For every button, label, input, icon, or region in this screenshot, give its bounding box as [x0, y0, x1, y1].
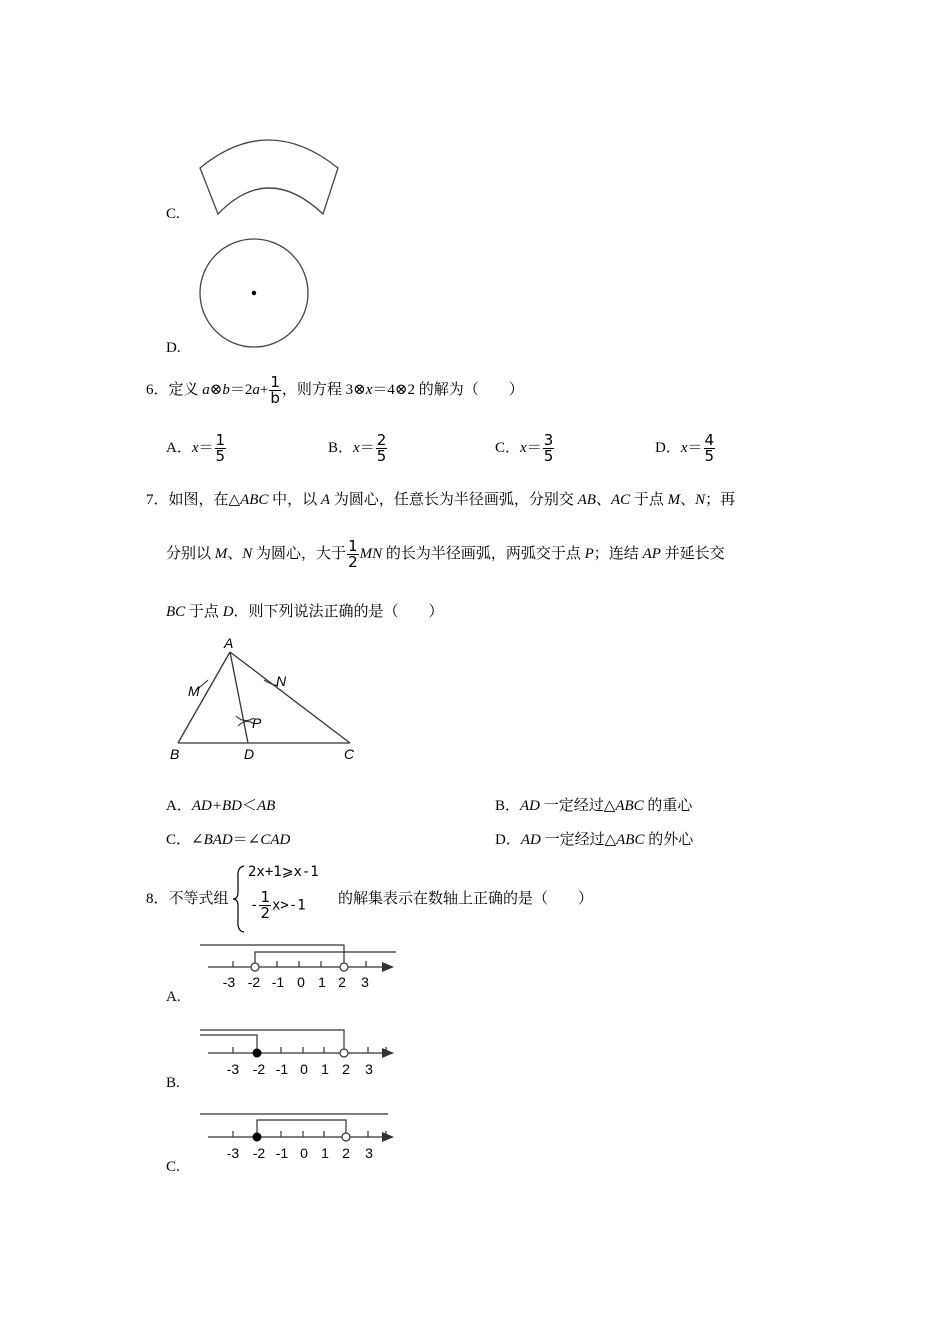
- q8-b-tick-label: -1: [275, 1061, 289, 1077]
- q8-b-open-dot: [340, 1049, 348, 1057]
- q8-a-tick-label: 0: [297, 974, 305, 990]
- q8-a-tick-label: 1: [318, 974, 326, 990]
- q5-option-c-label: C.: [166, 206, 180, 222]
- q8-number: 8．: [146, 891, 169, 907]
- q6-option-b[interactable]: B．x＝ $\frac{2}{5}$: [328, 431, 387, 465]
- q7-label-M: M: [188, 683, 200, 699]
- q7-number: 7．: [146, 492, 169, 508]
- q8-b-tick-label: 3: [365, 1061, 373, 1077]
- q7-label-D: D: [244, 746, 255, 762]
- q6-number: 6．: [146, 382, 169, 398]
- q8-brace: [232, 864, 246, 934]
- q8-a-tick-label: 2: [338, 974, 346, 990]
- q8-c-tick-label: -2: [252, 1145, 266, 1161]
- q8-a-open-dot-right: [340, 963, 348, 971]
- q8-b-tick-label: 1: [321, 1061, 329, 1077]
- q5-option-c-figure: [190, 122, 350, 222]
- q8-c-open-dot: [342, 1133, 350, 1141]
- q8-b-solid-dot: [253, 1049, 262, 1058]
- q7-option-c[interactable]: C．∠BAD＝∠CAD: [166, 832, 291, 848]
- q7-label-N: N: [276, 673, 287, 689]
- q8-a-tick-label: -3: [222, 974, 236, 990]
- q8-option-b-numberline[interactable]: [196, 1024, 406, 1080]
- q8-b-tick-label: -3: [226, 1061, 240, 1077]
- q7-label-C: C: [344, 746, 355, 762]
- q7-option-a[interactable]: A．AD+BD＜AB: [166, 798, 276, 814]
- q8-inequality-1: 2x+1⩾x-1: [248, 864, 319, 880]
- q7-triangle-figure: [160, 632, 370, 767]
- q8-c-solid-dot: [253, 1133, 262, 1142]
- q8-c-tick-label: 1: [321, 1145, 329, 1161]
- q7-label-P: P: [252, 715, 262, 731]
- q7-stem-line1: 7．如图，在△ABC 中，以 A 为圆心，任意长为半径画弧，分别交 AB、AC 于点 M、N；再: [146, 492, 736, 508]
- q8-a-tick-label: -1: [271, 974, 285, 990]
- q6-def-fraction: $\frac{1}{b}$: [270, 373, 280, 408]
- q8-inequality-2: - $\frac{1}{2}$ x>-1: [250, 888, 306, 922]
- q8-c-tick-label: 0: [300, 1145, 308, 1161]
- q8-b-tick-label: 0: [300, 1061, 308, 1077]
- q7-label-B: B: [170, 746, 180, 762]
- q8-option-a-numberline[interactable]: [196, 940, 406, 992]
- q7-label-A: A: [224, 635, 234, 651]
- q6-stem: 6．定义 a⊗b＝2a+ $\frac{1}{b}$ ，则方程 3⊗x＝4⊗2 的解为（ ）: [146, 373, 524, 408]
- q5-option-d-figure: [196, 236, 312, 352]
- q8-option-b-label[interactable]: B.: [166, 1075, 180, 1091]
- q8-c-tick-label: -1: [275, 1145, 289, 1161]
- q8-c-tick-label: 3: [365, 1145, 373, 1161]
- q7-stem-line3: BC 于点 D．则下列说法正确的是（ ）: [166, 604, 444, 620]
- q8-option-c-label[interactable]: C.: [166, 1159, 180, 1175]
- q8-c-tick-label: -3: [226, 1145, 240, 1161]
- q5-option-d-label: D.: [166, 340, 181, 356]
- q8-number-and-text: 8．不等式组: [146, 891, 229, 907]
- q8-option-c-numberline[interactable]: [196, 1108, 406, 1164]
- q7-half-fraction: $\frac{1}{2}$: [348, 537, 358, 571]
- q8-a-open-dot-left: [251, 963, 259, 971]
- q8-option-a-label[interactable]: A.: [166, 989, 181, 1005]
- q8-c-tick-label: 2: [342, 1145, 350, 1161]
- q6-option-d[interactable]: D．x＝ $\frac{4}{5}$: [655, 431, 715, 465]
- q7-option-d[interactable]: D．AD 一定经过△ABC 的外心: [495, 832, 694, 848]
- q8-a-tick-label: -2: [247, 974, 261, 990]
- q7-stem-line2: 分别以 M、N 为圆心，大于 $\frac{1}{2}$ MN 的长为半径画弧，两弧交于点 P；连结 AP 并延长交: [166, 537, 725, 571]
- q6-option-a[interactable]: A．x＝ $\frac{1}{5}$: [166, 431, 226, 465]
- q8-text-tail: 的解集表示在数轴上正确的是（ ）: [338, 891, 594, 907]
- q8-b-tick-label: 2: [342, 1061, 350, 1077]
- q8-a-tick-label: 3: [361, 974, 369, 990]
- q7-option-b[interactable]: B．AD 一定经过△ABC 的重心: [495, 798, 693, 814]
- q6-option-c[interactable]: C．x＝ $\frac{3}{5}$: [495, 431, 554, 465]
- q8-b-tick-label: -2: [252, 1061, 266, 1077]
